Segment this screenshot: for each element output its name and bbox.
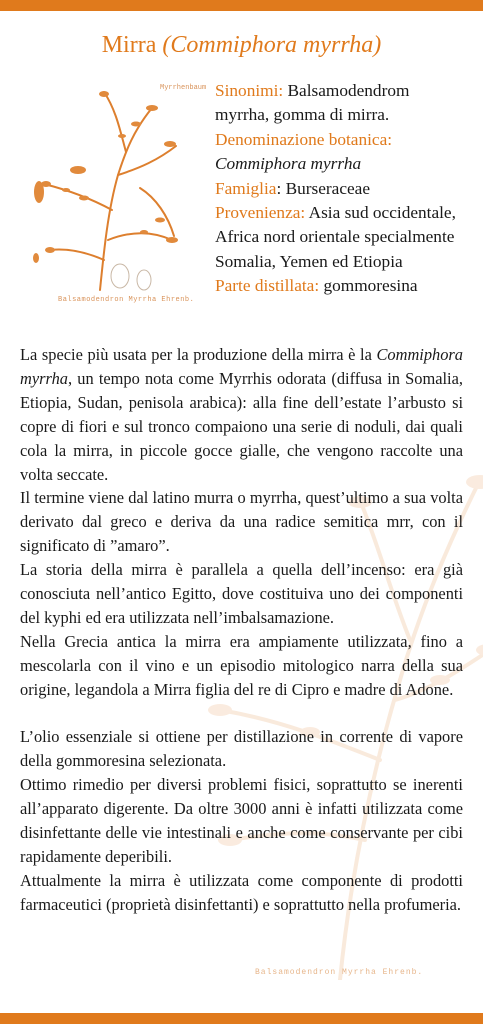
paragraph-species-a: La specie più usata per la produzione della mirra è la — [20, 345, 377, 364]
paragraph-species-b: , un tempo nota come Myrrhis odorata (diffusa in Somalia, Etiopia, Sudan, penisola arabica): alla fine dell’estate l’arbusto si copre di fiori e sul tronco compaiono una serie di noduli, dai quali cola la mirra, in piccole gocce gialle, che vengono raccolte una volta seccate. — [20, 368, 463, 484]
paragraph-spacer — [20, 702, 463, 726]
paragraph-species-italic: Commiphora myrrha — [20, 345, 463, 388]
part-label: Parte distillata: — [215, 276, 320, 296]
paragraph-greece: Nella Grecia antica la mirra era ampiamente utilizzata, fino a mescolarla con il vino e un episodio mitologico narra della sua origine, legandola a Mirra figlia del re di Cipro e madre di Adone. — [20, 631, 463, 699]
main-text — [20, 343, 463, 917]
origin-label: Provenienza: — [215, 203, 306, 223]
botanical-label: Denominazione botanica: — [215, 129, 393, 149]
family-label: Famiglia — [215, 178, 277, 198]
synonyms-value: Balsamodendrom myrrha, gomma di mirra. — [215, 81, 410, 125]
info-panel — [215, 79, 463, 299]
part-value: gommoresina — [319, 276, 418, 296]
title-main: Mirra — [101, 32, 163, 58]
botanical-value-row — [215, 152, 463, 176]
title-latin: (Commiphora myrrha) — [162, 32, 382, 58]
paragraph-uses: Attualmente la mirra è utilizzata come componente di prodotti farmaceutici (proprietà disinfettanti) e soprattutto nella profumeria. — [20, 870, 463, 914]
family-value: : Burseraceae — [276, 178, 370, 198]
page-title — [0, 32, 483, 59]
paragraph-etymology: Il termine viene dal latino murra o myrrha, quest’ultimo a sua volta derivato dal greco e deriva da una radice semitica mrr, con il significato di ”amaro”. — [20, 488, 463, 556]
synonyms-row — [215, 79, 463, 128]
origin-value: Asia sud occidentale, Africa nord orientale specialmente Somalia, Yemen ed Etiopia — [215, 203, 456, 271]
botanical-value: Commiphora myrrha — [215, 154, 362, 174]
paragraph-history: La storia della mirra è parallela a quella dell’incenso: era già conosciuta nell’antico Egitto, dove costituiva uno dei componenti del kyphi ed era utilizzata nell’imbalsamazione. — [20, 560, 463, 627]
family-row — [215, 177, 463, 201]
paragraph-species — [20, 343, 463, 486]
part-row — [215, 274, 463, 298]
illustration-top-label: Myrrhenbaum — [160, 84, 207, 92]
botanical-row — [215, 128, 463, 152]
illustration-caption: Balsamodendron Myrrha Ehrenb. — [58, 296, 195, 304]
plant-illustration — [20, 80, 196, 310]
synonyms-label: Sinonimi: — [215, 81, 284, 100]
paragraph-remedy: Ottimo rimedio per diversi problemi fisici, soprattutto se inerenti all’apparato digerente. Da oltre 3000 anni è infatti utilizzata come disinfettante delle vie intestinali e anche come conservante per cibi rapidamente deperibili. — [20, 775, 463, 867]
origin-row — [215, 201, 463, 274]
paragraph-oil: L’olio essenziale si ottiene per distillazione in corrente di vapore della gommoresina selezionata. — [20, 727, 463, 771]
top-accent-bar — [0, 0, 483, 11]
bottom-accent-bar — [0, 1013, 483, 1024]
background-caption: Balsamodendron Myrrha Ehrenb. — [255, 968, 424, 977]
